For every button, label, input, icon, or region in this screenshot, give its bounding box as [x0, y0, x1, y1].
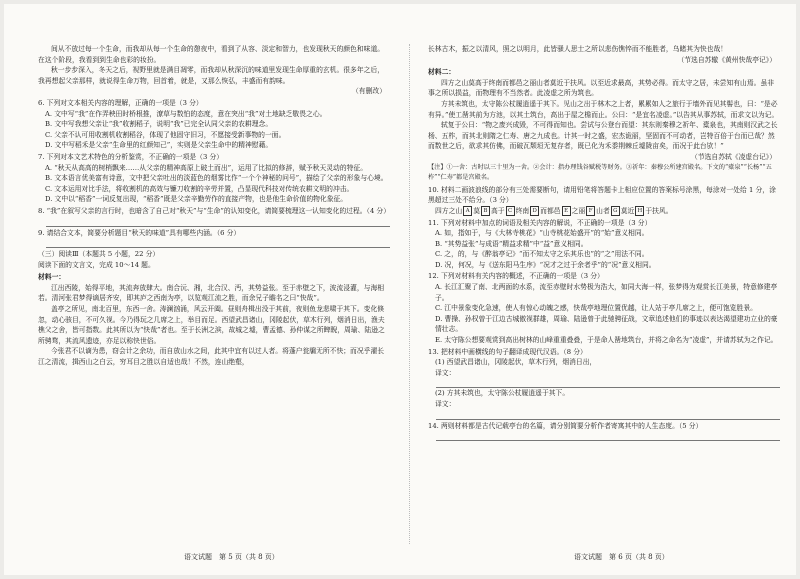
translation-label — [435, 368, 780, 379]
break-box-b[interactable]: B — [481, 206, 490, 216]
translate-item-1: (1) 西望武昌诸山，冈陵起伏，草木行列，烟消日出， — [435, 358, 597, 367]
annotation-note: 【注】①一舍：古时以三十里为一舍。②会计：指办理钱谷赋税等财务。③祈年：秦穆公所建宫殿名。下文的“橐泉”“长杨”“五柞”“仁寿”都是宫殿名。 — [428, 163, 772, 182]
sentence-prefix: 四方之 — [435, 206, 456, 215]
option-a: A. 文中写“我”在作弄秧田时桥根推，潦草与数怕的态度，意在突出“我”对土地缺乏敬畏之心。 — [45, 109, 327, 118]
break-box-g[interactable]: G — [611, 206, 620, 216]
answer-line[interactable] — [436, 410, 780, 420]
translate-item-2: (2) 方其未筑也，太守陈公杖履逍遥于其下。 — [435, 389, 570, 398]
option-d: E. 太守陈公想要观赏到高出树林的山峰重重叠叠，于是命人凿地筑台，并将之命名为“凌虚”，并请苏轼为之作记。 — [435, 336, 778, 345]
material-paragraph: 今张君不以谪为患，窃会计之余功，而自放山水之间，此其中宜有以过人者。将蓬户瓮牖无所不快；而况乎濯长江之清流，揖西山之白云，穷耳目之胜以自适也哉！不然，连山绝壑， — [38, 347, 385, 367]
question-12: 12. 下列对材料有关内容的概述，不正确的一项是（3 分） — [428, 272, 604, 281]
answer-line[interactable] — [46, 217, 390, 227]
break-box-a[interactable]: A — [463, 206, 472, 216]
question-11: 11. 下列对材料中加点的词语及相关内容的解说，不正确的一项是（3 分） — [428, 218, 652, 227]
translation-prefix: 译文： — [435, 368, 456, 377]
option-c: C. 文本运用对比手法，将收割机的高效与镰刀收割的辛劳并置，凸显现代科技对传统农耕文明的冲击。 — [45, 184, 354, 193]
page-footer-left: 语文试题 第 5 页（共 8 页） — [184, 553, 279, 561]
question-8: 8. “我”在叙写父亲的言行时，也暗含了自己对“秋天”与“生命”的认知变化，请简要梳理这一认知变化的过程。（4 分） — [38, 206, 391, 215]
option-c: D. 曹操、孙权曾于江边古城傲视群雄，周瑜、陆逊曾于此驰骋征战，文章追述他们的事迹以表达渴望建功立业的豪情壮志。 — [435, 314, 778, 334]
break-box-e[interactable]: E — [562, 206, 571, 216]
sentence-break-row — [435, 206, 780, 217]
source-note: （节选自苏轼《凌虚台记》） — [691, 152, 776, 161]
right-page — [428, 44, 780, 441]
break-box-c[interactable]: C — [506, 206, 515, 216]
option-c: C. 父亲不认可用收割机收割稻谷，体现了他固守旧习，不愿接受新事物的一面。 — [45, 130, 286, 139]
source-note: （有删改） — [352, 87, 386, 96]
source-note: （节选自苏辙《黄州快哉亭记》） — [677, 55, 776, 64]
char: 山 — [455, 206, 463, 215]
option-b: B. “其势益张”与成语“精益求精”中“益”意义相同。 — [435, 239, 588, 248]
question-9: 9. 请结合文本，简要分析题目“秋天的味道”具有哪些内涵。（6 分） — [38, 228, 241, 237]
break-box-d[interactable]: D — [530, 206, 539, 216]
char: 丽 — [578, 206, 586, 215]
char: 莫 — [620, 206, 628, 215]
char: 山 — [596, 206, 603, 215]
option-a: A. “秋天从高高的树梢飘来……从父亲的精神高原上破土而出”，运用了比拟的修辞，赋予秋天灵动的特征。 — [45, 163, 368, 172]
char: 都 — [546, 206, 554, 215]
question-7: 7. 下列对本文艺术特色的分析鉴赏，不正确的一项是（3 分） — [38, 152, 224, 161]
option-a: A. 长江汇聚了南、北两面的水系，流至赤壁时水势极为浩大，如同大海一样，张梦得为观赏长江美景，特意修建亭子。 — [435, 283, 778, 302]
option-b: C. 江中景象变化急速，使人有惊心动魄之感，快哉亭地理位置优越，让人站于亭几席之上，便可饱览胜景。 — [435, 304, 757, 313]
option-d: D. 况，何况，与《送东阳马生序》“况才之过于余者乎”的“况”意义相同。 — [435, 260, 656, 269]
break-box-f[interactable]: F — [586, 206, 595, 216]
char: 而 — [540, 206, 547, 215]
passage-paragraph: 秋一步步深入，冬天之后，视野里就是满目凋零，而我却从秋深沉的味道里发现生命厚重的玄机。很多年之后，我再想起父亲那样，就说得生命万物，回首着，就是，又那么恢弘，丰盛而有韵味。 — [38, 66, 385, 85]
break-box-h[interactable]: H — [635, 206, 644, 216]
option-b: B. 文本语言优美富有诗意，文中把父亲吐出的淡蓝色的烟雾比作“一个个神秘的问号”，描绘了父亲的形象与心境。 — [45, 174, 388, 183]
char: 近 — [627, 206, 635, 215]
page-footer-right: 语文试题 第 6 页（共 8 页） — [574, 553, 669, 561]
option-d: D. 文中写稻禾是父亲“生命里的红颜知己”，实则是父亲生命中的精神慰藉。 — [45, 141, 273, 150]
option-b: B. 文中写我想父亲让“我”收割稻子，说明“我”已完全认同父亲的农耕理念。 — [45, 120, 273, 129]
answer-line[interactable] — [46, 238, 390, 248]
translation-prefix: 译文： — [435, 400, 456, 408]
question-6: 6. 下列对文本相关内容的理解，正确的一项是（3 分） — [38, 98, 203, 107]
option-c: C. 之，的，与《醉翁亭记》“而不知太守之乐其乐也”的“之”用法不同。 — [435, 250, 649, 259]
char: 莫 — [473, 206, 480, 215]
page-divider — [409, 44, 410, 544]
section-heading: （三）阅读Ⅲ（本题共 5 小题，22 分） — [38, 250, 160, 259]
char: 高 — [490, 206, 498, 215]
question-10: 10. 材料二画波浪线的部分有三处需要断句，请用铅笔将答题卡上相应位置的答案标号涂黑，每涂对一处给 1 分，涂黑超过三处不给分。（3 分） — [428, 185, 776, 205]
char: 者 — [602, 206, 610, 215]
material-1-title: 材料一： — [38, 273, 66, 282]
material-paragraph: 长林古木，振之以清风，照之以明月，此皆骚人思士之所以悲伤憔悴而不能胜者，乌睹其为快也哉！ — [428, 45, 728, 53]
char: 南 — [522, 206, 530, 215]
material-paragraph: 盖亭之所见，南北百里，东西一舍。涛澜汹涌，风云开阖。昼则舟楫出没于其前，夜则鱼龙悲啸于其下。变化倏忽，动心骇目，不可久视。今乃得玩之几席之上，举目而足。西望武昌诸山，冈陵起伏，草木行列，烟消日出，渔夫樵父之舍，皆可指数。此其所以为“快哉”者也。至于长洲之滨，故城之墟，曹孟德、孙仲谋之所睥睨，周瑜、陆逊之所骋骛，其流风遗迹，亦足以称快世俗。 — [38, 305, 385, 345]
answer-line[interactable] — [436, 378, 780, 388]
char: 邑 — [553, 206, 561, 215]
material-2-title: 材料二： — [428, 68, 456, 77]
material-paragraph: 轼复于公曰：“物之废兴成毁，不可得而知也。尝试与公登台而望：其东则秦穆之祈年、橐泉也，其南则汉武之长杨、五柞，而其北则隋之仁寿、唐之九成也。计其一时之盛，宏杰诡丽，坚固而不可动者，岂特百倍于台而已哉？然而数世之后，欲求其仿佛，而破瓦颓垣无复存者，既已化为禾黍荆棘丘墟陇亩矣，而况于此台欤！” — [428, 121, 778, 151]
char: 于 — [497, 206, 505, 215]
exam-sheet — [4, 4, 796, 575]
answer-line[interactable] — [436, 431, 780, 441]
char: 之 — [571, 206, 579, 215]
char: 于 — [645, 206, 653, 215]
passage-paragraph: 间从不放过每一个生命，而我却从每一个生命的憩夜中，看到了从容、淡定和智力，也发现秋天的颜色和味道。在这个阶段，我看到到生命也彩的妆扮。 — [38, 45, 385, 64]
material-paragraph: 方其未筑也，太守陈公杖履逍遥于其下。见山之出于林木之上者，累累如人之旅行于墙外而见其髻也，曰：“是必有异。”使工凿其前为方池，以其土筑台，高出于屋之檐而止。公曰：“是宜名凌虚。”以告其从事苏轼，而求文以为记。 — [428, 99, 779, 119]
left-page — [38, 44, 390, 368]
option-a: A. 如，指如于，与《大林寺桃花》“山寺桃花始盛开”的“始”意义相同。 — [435, 229, 649, 238]
material-paragraph: 江出西陵，始得平地，其流奔放肆大。南合沅、湘，北合汉、沔，其势益张。至于赤壁之下，波流浸灌，与海相若。清河张君梦得谪居齐安，即其庐之西南为亭，以览观江流之胜，而余兄子瞻名之曰“快哉”。 — [38, 283, 385, 303]
question-13: 13. 把材料中画横线的句子翻译成现代汉语。（8 分） — [428, 347, 587, 356]
material-paragraph: 四方之山莫高于终南而都邑之丽山者莫近于扶风。以至近求最高，其势必得。而太守之居，未尝知有山焉。虽非事之所以损益，而物理有不当然者。此凌虚之所为筑也。 — [428, 78, 775, 98]
section-intro: 阅读下面的文言文，完成 10～14 题。 — [38, 260, 155, 269]
question-14: 14. 两则材料都是古代记载亭台的名篇，请分别简要分析作者寄寓其中的人生态度。（5 分） — [428, 421, 703, 430]
char: 终 — [515, 206, 523, 215]
option-d: D. 文中以“稻香”一词反复出现，“稻香”既是父亲辛勤劳作的直接产物，也是他生命价值的物化象征。 — [45, 195, 348, 204]
char: 扶风。 — [652, 206, 673, 215]
translation-label — [435, 399, 780, 410]
